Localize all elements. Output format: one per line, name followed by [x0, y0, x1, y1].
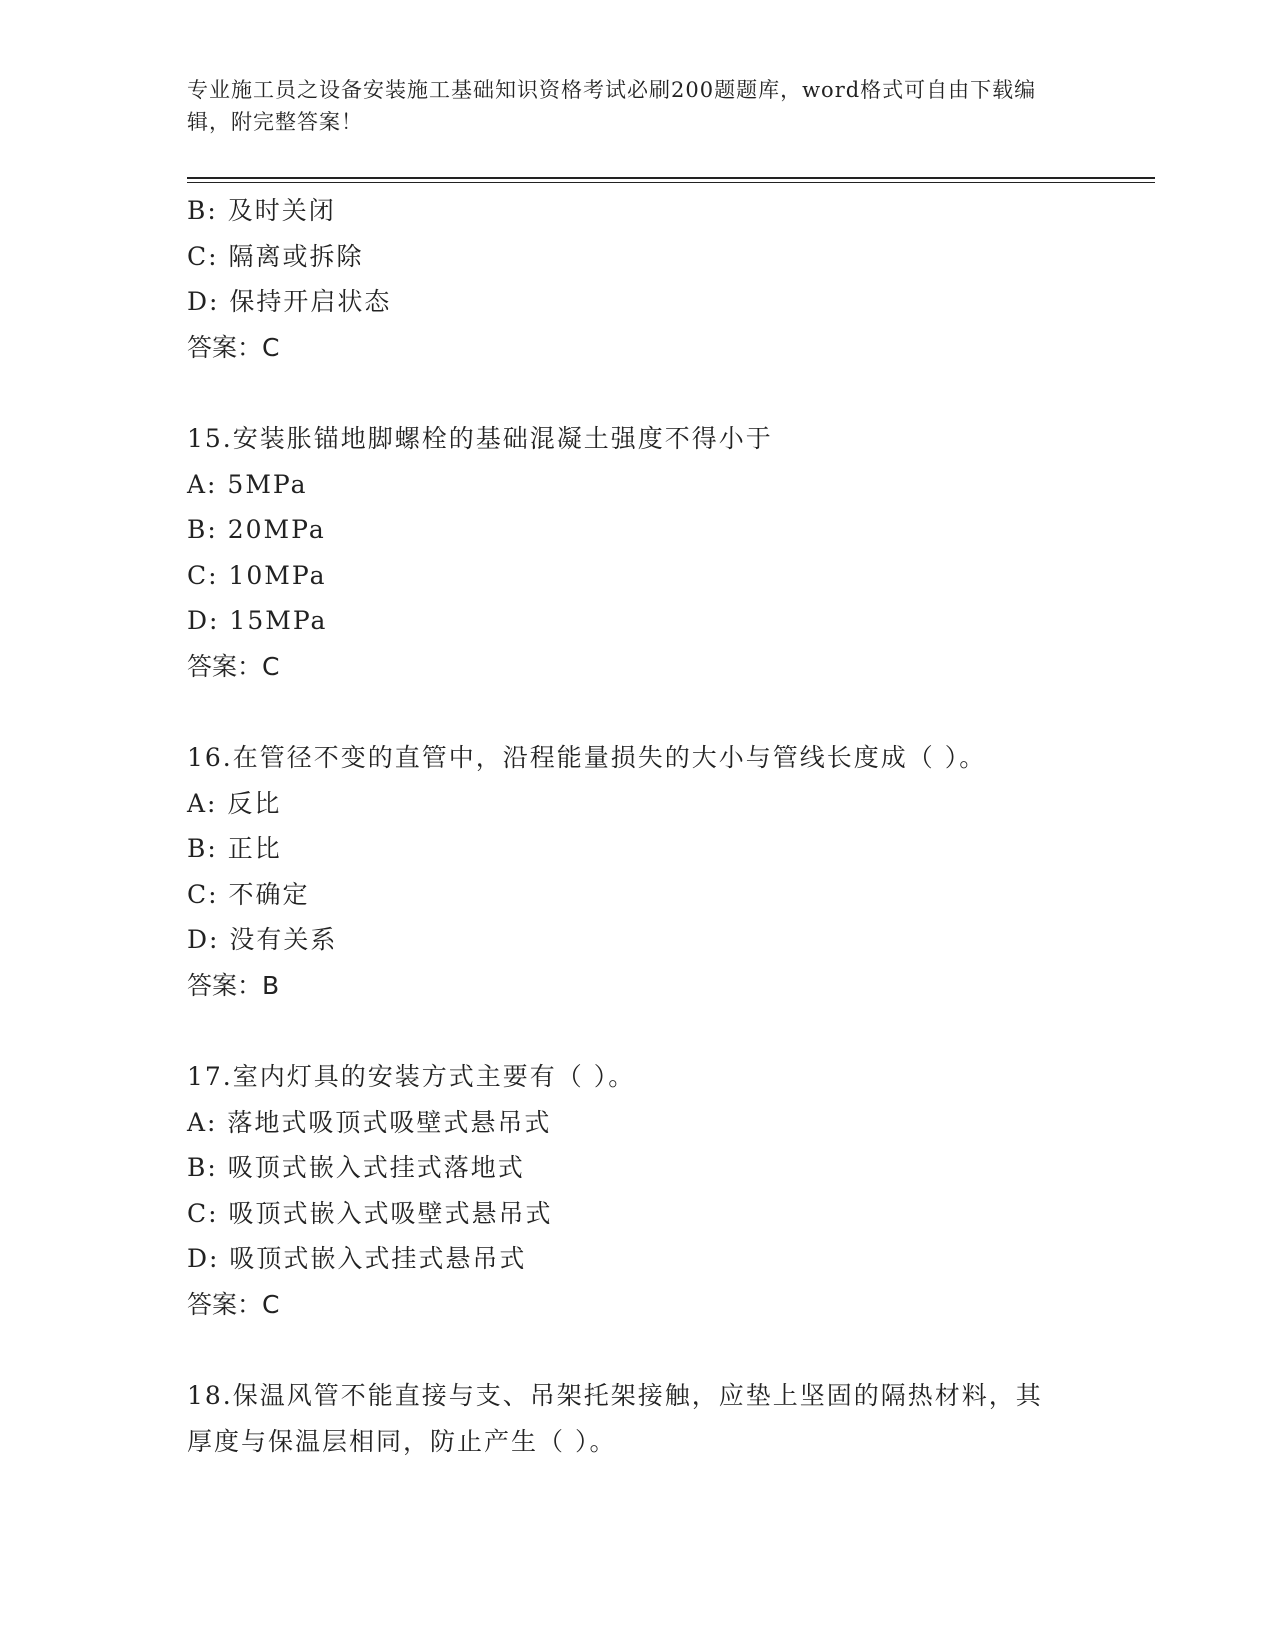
answer-line: 答案：C [187, 1289, 280, 1319]
option-b: B: 及时关闭 [187, 196, 336, 225]
option-c: C: 隔离或拆除 [187, 241, 364, 271]
question-text: 17.室内灯具的安装方式主要有（ ）。 [187, 1062, 636, 1091]
option-b: B: 20MPa [187, 515, 326, 544]
option-c: C: 10MPa [187, 560, 327, 590]
answer-line: 答案：C [187, 332, 280, 362]
option-b: B: 吸顶式嵌入式挂式落地式 [187, 1153, 525, 1182]
answer-line: 答案：C [187, 651, 280, 681]
spacer [187, 1327, 1087, 1373]
header-rule-thin [187, 182, 1155, 183]
question-block [187, 1054, 1087, 1327]
option-d: D: 吸顶式嵌入式挂式悬吊式 [187, 1244, 527, 1273]
question-text: 18.保温风管不能直接与支、吊架托架接触，应垫上坚固的隔热材料，其厚度与保温层相同，防止产生（ ）。 [187, 1381, 1043, 1456]
question-block [187, 1373, 1087, 1464]
option-a: A: 5MPa [187, 469, 308, 499]
header-rule-thick [187, 177, 1155, 179]
option-d: D: 保持开启状态 [187, 287, 392, 316]
spacer [187, 370, 1087, 416]
document-header [187, 74, 1067, 138]
option-d: D: 没有关系 [187, 925, 338, 954]
question-list [187, 188, 1087, 1464]
option-c: C: 吸顶式嵌入式吸壁式悬吊式 [187, 1198, 553, 1228]
question-block [187, 735, 1087, 1008]
option-c: C: 不确定 [187, 879, 310, 909]
question-text: 15.安装胀锚地脚螺栓的基础混凝土强度不得小于 [187, 424, 773, 453]
question-text: 16.在管径不变的直管中，沿程能量损失的大小与管线长度成（ ）。 [187, 743, 987, 772]
prev-question-block [187, 188, 1087, 370]
option-b: B: 正比 [187, 834, 282, 863]
question-block [187, 416, 1087, 689]
option-a: A: 反比 [187, 788, 282, 818]
answer-line: 答案：B [187, 970, 280, 1000]
spacer [187, 689, 1087, 735]
spacer [187, 1008, 1087, 1054]
option-a: A: 落地式吸顶式吸壁式悬吊式 [187, 1107, 552, 1137]
option-d: D: 15MPa [187, 606, 328, 635]
header-title: 专业施工员之设备安装施工基础知识资格考试必刷200题题库，word格式可自由下载编辑，附完整答案！ [187, 78, 1037, 134]
